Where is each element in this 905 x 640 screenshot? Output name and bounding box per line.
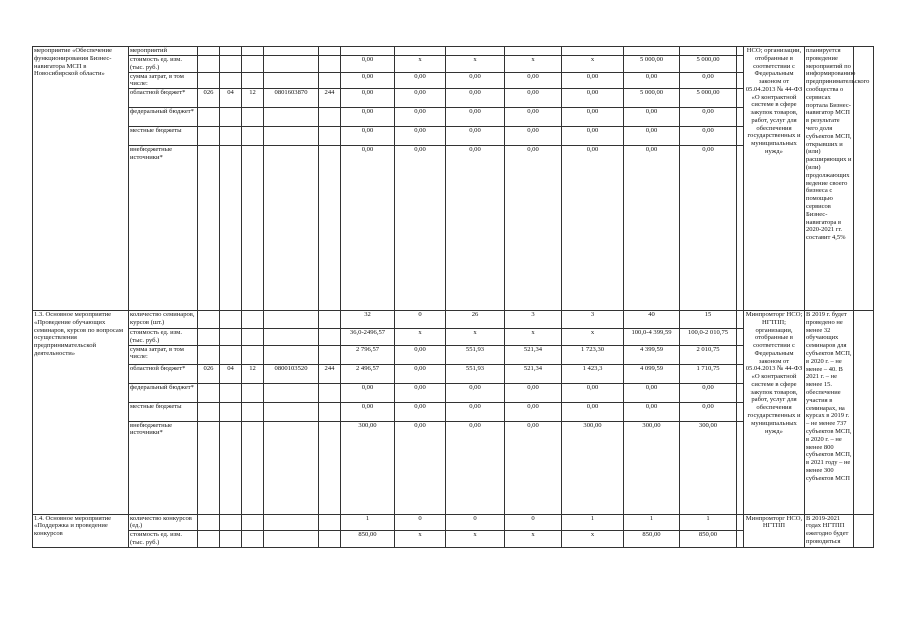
value-2019-q1-cell: 0,00: [395, 364, 446, 383]
expense-type-cell: [319, 383, 341, 402]
subsection-code-cell: [242, 514, 264, 531]
value-2019-cell: 2 796,57: [341, 345, 395, 364]
value-2020-cell: 0,00: [624, 127, 680, 146]
value-2019-q1-cell: 0,00: [395, 89, 446, 108]
expense-type-cell: [319, 146, 341, 311]
grbs-code-cell: [198, 402, 220, 421]
value-2019-q2-cell: 551,93: [446, 364, 505, 383]
indicator-label-cell: местные бюджеты: [129, 127, 198, 146]
value-2019-q3-cell: 0,00: [505, 383, 562, 402]
indicator-label-cell: сумма затрат, в том числе:: [129, 72, 198, 89]
section-code-cell: 04: [220, 364, 242, 383]
value-2020-cell: 5 000,00: [624, 89, 680, 108]
expense-type-cell: [319, 47, 341, 56]
spacer-cell: [737, 127, 744, 146]
grbs-code-cell: [198, 72, 220, 89]
section-code-cell: [220, 402, 242, 421]
value-2019-q1-cell: x: [395, 329, 446, 346]
value-2019-q4-cell: 0,00: [562, 127, 624, 146]
subsection-code-cell: [242, 108, 264, 127]
value-2021-cell: 5 000,00: [680, 89, 737, 108]
value-2020-cell: [624, 47, 680, 56]
value-2019-q4-cell: 0,00: [562, 72, 624, 89]
value-2019-q2-cell: 0,00: [446, 72, 505, 89]
value-2019-q2-cell: 0,00: [446, 146, 505, 311]
value-2019-q1-cell: 0,00: [395, 383, 446, 402]
spacer-cell: [737, 72, 744, 89]
value-2020-cell: 0,00: [624, 402, 680, 421]
section-code-cell: [220, 72, 242, 89]
value-2019-q2-cell: 0,00: [446, 421, 505, 514]
value-2019-q2-cell: 0,00: [446, 108, 505, 127]
value-2019-cell: [341, 47, 395, 56]
section-code-cell: [220, 108, 242, 127]
value-2019-q4-cell: 3: [562, 311, 624, 329]
value-2019-q3-cell: 0,00: [505, 402, 562, 421]
value-2019-q4-cell: 300,00: [562, 421, 624, 514]
value-2021-cell: 15: [680, 311, 737, 329]
target-article-cell: 0800103520: [264, 364, 319, 383]
subsection-code-cell: [242, 311, 264, 329]
value-2019-q4-cell: x: [562, 56, 624, 73]
value-2019-q1-cell: 0,00: [395, 127, 446, 146]
value-2019-q1-cell: 0,00: [395, 345, 446, 364]
grbs-code-cell: [198, 329, 220, 346]
subsection-code-cell: [242, 47, 264, 56]
value-2019-cell: 0,00: [341, 146, 395, 311]
value-2019-q2-cell: 0,00: [446, 383, 505, 402]
value-2019-cell: 300,00: [341, 421, 395, 514]
executor-cell: НСО; организации, отобранные в соответствии с Федеральным законом от 05.04.2013 № 44-ФЗ «О контрактной системе в сфере закупок товаров, работ, услуг для обеспечения государственных и муниципальных нужд»: [744, 47, 805, 311]
grbs-code-cell: [198, 383, 220, 402]
section-code-cell: [220, 56, 242, 73]
value-2019-q3-cell: 521,34: [505, 345, 562, 364]
value-2021-cell: 300,00: [680, 421, 737, 514]
subsection-code-cell: [242, 56, 264, 73]
indicator-label-cell: областной бюджет*: [129, 89, 198, 108]
target-article-cell: [264, 56, 319, 73]
value-2019-q1-cell: 0,00: [395, 108, 446, 127]
value-2019-q3-cell: 0: [505, 514, 562, 531]
subsection-code-cell: [242, 329, 264, 346]
value-2019-q2-cell: 0,00: [446, 127, 505, 146]
spacer-cell: [737, 89, 744, 108]
section-code-cell: [220, 514, 242, 531]
value-2019-q2-cell: 0,00: [446, 89, 505, 108]
expected-result-cell: В 2019 г. будет проведено не менее 32 обучающих семинаров для субъектов МСП, в 2020 г. – не менее – 40. В 2021 г. – не менее 15. обеспечение участия в семинарах, на курсах в 2019 г. – не менее 737 субъектов МСП, в 2020 г. – не менее 800 субъектов МСП, в 2021 году – не менее 300 субъектов МСП: [805, 311, 854, 515]
value-2021-cell: 100,0-2 010,75: [680, 329, 737, 346]
value-2019-q3-cell: 0,00: [505, 72, 562, 89]
executor-cell: Минпромторг НСО; НГТПП; организации, отобранные в соответствии с Федеральным законом от 05.04.2013 № 44-ФЗ «О контрактной системе в сфере закупок товаров, работ, услуг для обеспечения государственных и муниципальных нужд»: [744, 311, 805, 515]
value-2019-q2-cell: 0,00: [446, 402, 505, 421]
grbs-code-cell: [198, 127, 220, 146]
value-2021-cell: 0,00: [680, 383, 737, 402]
value-2019-q1-cell: 0,00: [395, 146, 446, 311]
spacer-cell: [737, 329, 744, 346]
value-2020-cell: 5 000,00: [624, 56, 680, 73]
grbs-code-cell: 026: [198, 364, 220, 383]
grbs-code-cell: [198, 421, 220, 514]
spacer-cell: [737, 311, 744, 329]
value-2020-cell: 100,0-4 399,59: [624, 329, 680, 346]
value-2019-q4-cell: x: [562, 329, 624, 346]
value-2019-q2-cell: 551,93: [446, 345, 505, 364]
subsection-code-cell: 12: [242, 364, 264, 383]
target-article-cell: [264, 146, 319, 311]
value-2020-cell: 0,00: [624, 108, 680, 127]
grbs-code-cell: [198, 311, 220, 329]
expense-type-cell: [319, 56, 341, 73]
value-2020-cell: 0,00: [624, 383, 680, 402]
indicator-label-cell: количество семинаров, курсов (шт.): [129, 311, 198, 329]
spacer-cell: [737, 345, 744, 364]
subsection-code-cell: 12: [242, 89, 264, 108]
value-2020-cell: 1: [624, 514, 680, 531]
value-2019-cell: 0,00: [341, 127, 395, 146]
value-2019-q2-cell: [446, 47, 505, 56]
spacer-cell: [737, 531, 744, 548]
expense-type-cell: [319, 108, 341, 127]
indicator-label-cell: внебюджетные источники*: [129, 146, 198, 311]
value-2019-q1-cell: 0: [395, 514, 446, 531]
value-2019-q2-cell: 0: [446, 514, 505, 531]
target-article-cell: [264, 383, 319, 402]
value-2019-q1-cell: 0,00: [395, 402, 446, 421]
value-2019-q4-cell: 0,00: [562, 108, 624, 127]
section-code-cell: [220, 329, 242, 346]
expense-type-cell: [319, 402, 341, 421]
value-2021-cell: 5 000,00: [680, 56, 737, 73]
value-2019-q3-cell: 0,00: [505, 89, 562, 108]
spacer-cell: [737, 146, 744, 311]
spacer-cell: [737, 47, 744, 56]
expense-type-cell: [319, 127, 341, 146]
section-code-cell: [220, 345, 242, 364]
table-row: [33, 47, 874, 56]
value-2019-q4-cell: 0,00: [562, 402, 624, 421]
spacer-cell: [737, 56, 744, 73]
target-article-cell: 0801603870: [264, 89, 319, 108]
value-2020-cell: 850,00: [624, 531, 680, 548]
value-2019-q2-cell: x: [446, 56, 505, 73]
trailing-cell: [854, 514, 874, 547]
grbs-code-cell: [198, 531, 220, 548]
section-code-cell: [220, 421, 242, 514]
value-2019-q3-cell: 0,00: [505, 421, 562, 514]
section-code-cell: [220, 383, 242, 402]
indicator-label-cell: стоимость ед. изм. (тыс. руб.): [129, 329, 198, 346]
expense-type-cell: [319, 514, 341, 531]
value-2019-q1-cell: 0: [395, 311, 446, 329]
value-2019-q3-cell: 0,00: [505, 146, 562, 311]
value-2019-q4-cell: x: [562, 531, 624, 548]
spacer-cell: [737, 364, 744, 383]
target-article-cell: [264, 127, 319, 146]
activity-name-cell: 1.4. Основное мероприятие «Поддержка и проведение конкурсов: [33, 514, 129, 547]
value-2019-cell: 0,00: [341, 402, 395, 421]
value-2019-q3-cell: 3: [505, 311, 562, 329]
table-row: [33, 514, 874, 531]
subsection-code-cell: [242, 146, 264, 311]
expense-type-cell: [319, 531, 341, 548]
expense-type-cell: 244: [319, 89, 341, 108]
value-2021-cell: 1: [680, 514, 737, 531]
value-2019-cell: 36,0-2496,57: [341, 329, 395, 346]
grbs-code-cell: [198, 47, 220, 56]
value-2021-cell: 0,00: [680, 402, 737, 421]
value-2019-cell: 0,00: [341, 108, 395, 127]
value-2019-q3-cell: 0,00: [505, 127, 562, 146]
value-2019-q3-cell: x: [505, 329, 562, 346]
value-2020-cell: 4 099,59: [624, 364, 680, 383]
value-2019-q4-cell: 0,00: [562, 146, 624, 311]
value-2020-cell: 0,00: [624, 72, 680, 89]
value-2019-q3-cell: x: [505, 531, 562, 548]
value-2019-cell: 0,00: [341, 89, 395, 108]
subsection-code-cell: [242, 421, 264, 514]
grbs-code-cell: [198, 108, 220, 127]
spacer-cell: [737, 514, 744, 531]
grbs-code-cell: [198, 56, 220, 73]
value-2020-cell: 300,00: [624, 421, 680, 514]
value-2019-q3-cell: [505, 47, 562, 56]
target-article-cell: [264, 421, 319, 514]
spacer-cell: [737, 402, 744, 421]
target-article-cell: [264, 47, 319, 56]
trailing-cell: [854, 47, 874, 311]
value-2019-q4-cell: 1 723,30: [562, 345, 624, 364]
value-2020-cell: 40: [624, 311, 680, 329]
value-2019-q4-cell: 1 423,3: [562, 364, 624, 383]
expense-type-cell: 244: [319, 364, 341, 383]
indicator-label-cell: мероприятий: [129, 47, 198, 56]
value-2019-q1-cell: [395, 47, 446, 56]
expense-type-cell: [319, 421, 341, 514]
table-row: [33, 311, 874, 329]
section-code-cell: 04: [220, 89, 242, 108]
grbs-code-cell: [198, 146, 220, 311]
value-2021-cell: 0,00: [680, 108, 737, 127]
target-article-cell: [264, 345, 319, 364]
indicator-label-cell: стоимость ед. изм. (тыс. руб.): [129, 56, 198, 73]
expense-type-cell: [319, 329, 341, 346]
indicator-label-cell: количество конкурсов (ед.): [129, 514, 198, 531]
value-2019-q1-cell: x: [395, 531, 446, 548]
value-2021-cell: [680, 47, 737, 56]
value-2019-q4-cell: 1: [562, 514, 624, 531]
section-code-cell: [220, 47, 242, 56]
value-2021-cell: 0,00: [680, 146, 737, 311]
value-2019-q4-cell: 0,00: [562, 383, 624, 402]
grbs-code-cell: [198, 345, 220, 364]
value-2019-q1-cell: 0,00: [395, 421, 446, 514]
indicator-label-cell: областной бюджет*: [129, 364, 198, 383]
target-article-cell: [264, 311, 319, 329]
executor-cell: Минпромторг НСО, НГТПП: [744, 514, 805, 547]
value-2019-q3-cell: x: [505, 56, 562, 73]
value-2021-cell: 2 010,75: [680, 345, 737, 364]
expense-type-cell: [319, 311, 341, 329]
subsection-code-cell: [242, 531, 264, 548]
target-article-cell: [264, 514, 319, 531]
section-code-cell: [220, 311, 242, 329]
value-2021-cell: 0,00: [680, 72, 737, 89]
value-2019-cell: 850,00: [341, 531, 395, 548]
value-2019-cell: 0,00: [341, 72, 395, 89]
section-code-cell: [220, 146, 242, 311]
subsection-code-cell: [242, 345, 264, 364]
value-2020-cell: 0,00: [624, 146, 680, 311]
value-2019-q4-cell: 0,00: [562, 89, 624, 108]
indicator-label-cell: сумма затрат, в том числе:: [129, 345, 198, 364]
subsection-code-cell: [242, 402, 264, 421]
indicator-label-cell: стоимость ед. изм. (тыс. руб.): [129, 531, 198, 548]
target-article-cell: [264, 531, 319, 548]
value-2019-cell: 2 496,57: [341, 364, 395, 383]
target-article-cell: [264, 329, 319, 346]
subsection-code-cell: [242, 72, 264, 89]
value-2021-cell: 850,00: [680, 531, 737, 548]
value-2021-cell: 1 710,75: [680, 364, 737, 383]
value-2019-cell: 32: [341, 311, 395, 329]
section-code-cell: [220, 531, 242, 548]
spacer-cell: [737, 383, 744, 402]
indicator-label-cell: федеральный бюджет*: [129, 383, 198, 402]
spacer-cell: [737, 108, 744, 127]
expense-type-cell: [319, 345, 341, 364]
subsection-code-cell: [242, 127, 264, 146]
target-article-cell: [264, 108, 319, 127]
budget-table-page: [32, 46, 873, 548]
indicator-label-cell: местные бюджеты: [129, 402, 198, 421]
expected-result-cell: В 2019-2021 годах НГТПП ежегодно будет проводиться: [805, 514, 854, 547]
value-2021-cell: 0,00: [680, 127, 737, 146]
value-2019-q4-cell: [562, 47, 624, 56]
trailing-cell: [854, 311, 874, 515]
value-2019-cell: 0,00: [341, 383, 395, 402]
value-2019-q1-cell: 0,00: [395, 72, 446, 89]
grbs-code-cell: 026: [198, 89, 220, 108]
subsection-code-cell: [242, 383, 264, 402]
value-2019-q3-cell: 0,00: [505, 108, 562, 127]
target-article-cell: [264, 402, 319, 421]
value-2019-q2-cell: x: [446, 531, 505, 548]
indicator-label-cell: внебюджетные источники*: [129, 421, 198, 514]
budget-table: [32, 46, 874, 548]
expense-type-cell: [319, 72, 341, 89]
activity-name-cell: мероприятие «Обеспечение функционирования Бизнес-навигатора МСП в Новосибирской области»: [33, 47, 129, 311]
value-2019-q2-cell: 26: [446, 311, 505, 329]
activity-name-cell: 1.3. Основное мероприятие «Проведение обучающих семинаров, курсов по вопросам осуществления предпринимательской деятельности»: [33, 311, 129, 515]
target-article-cell: [264, 72, 319, 89]
value-2019-cell: 0,00: [341, 56, 395, 73]
indicator-label-cell: федеральный бюджет*: [129, 108, 198, 127]
grbs-code-cell: [198, 514, 220, 531]
value-2019-q1-cell: x: [395, 56, 446, 73]
value-2019-cell: 1: [341, 514, 395, 531]
value-2019-q2-cell: x: [446, 329, 505, 346]
section-code-cell: [220, 127, 242, 146]
value-2019-q3-cell: 521,34: [505, 364, 562, 383]
expected-result-cell: планируется проведение мероприятий по информированию предпринимательского сообщества о сервисах портала Бизнес-навигатор МСП в результате чего доля субъектов МСП, открывших и (или) расширяющих и (или) продолжающих ведение своего бизнеса с помощью сервисов Бизнес-навигатора в 2020-2021 гг. составит 4,5%: [805, 47, 854, 311]
spacer-cell: [737, 421, 744, 514]
value-2020-cell: 4 399,59: [624, 345, 680, 364]
